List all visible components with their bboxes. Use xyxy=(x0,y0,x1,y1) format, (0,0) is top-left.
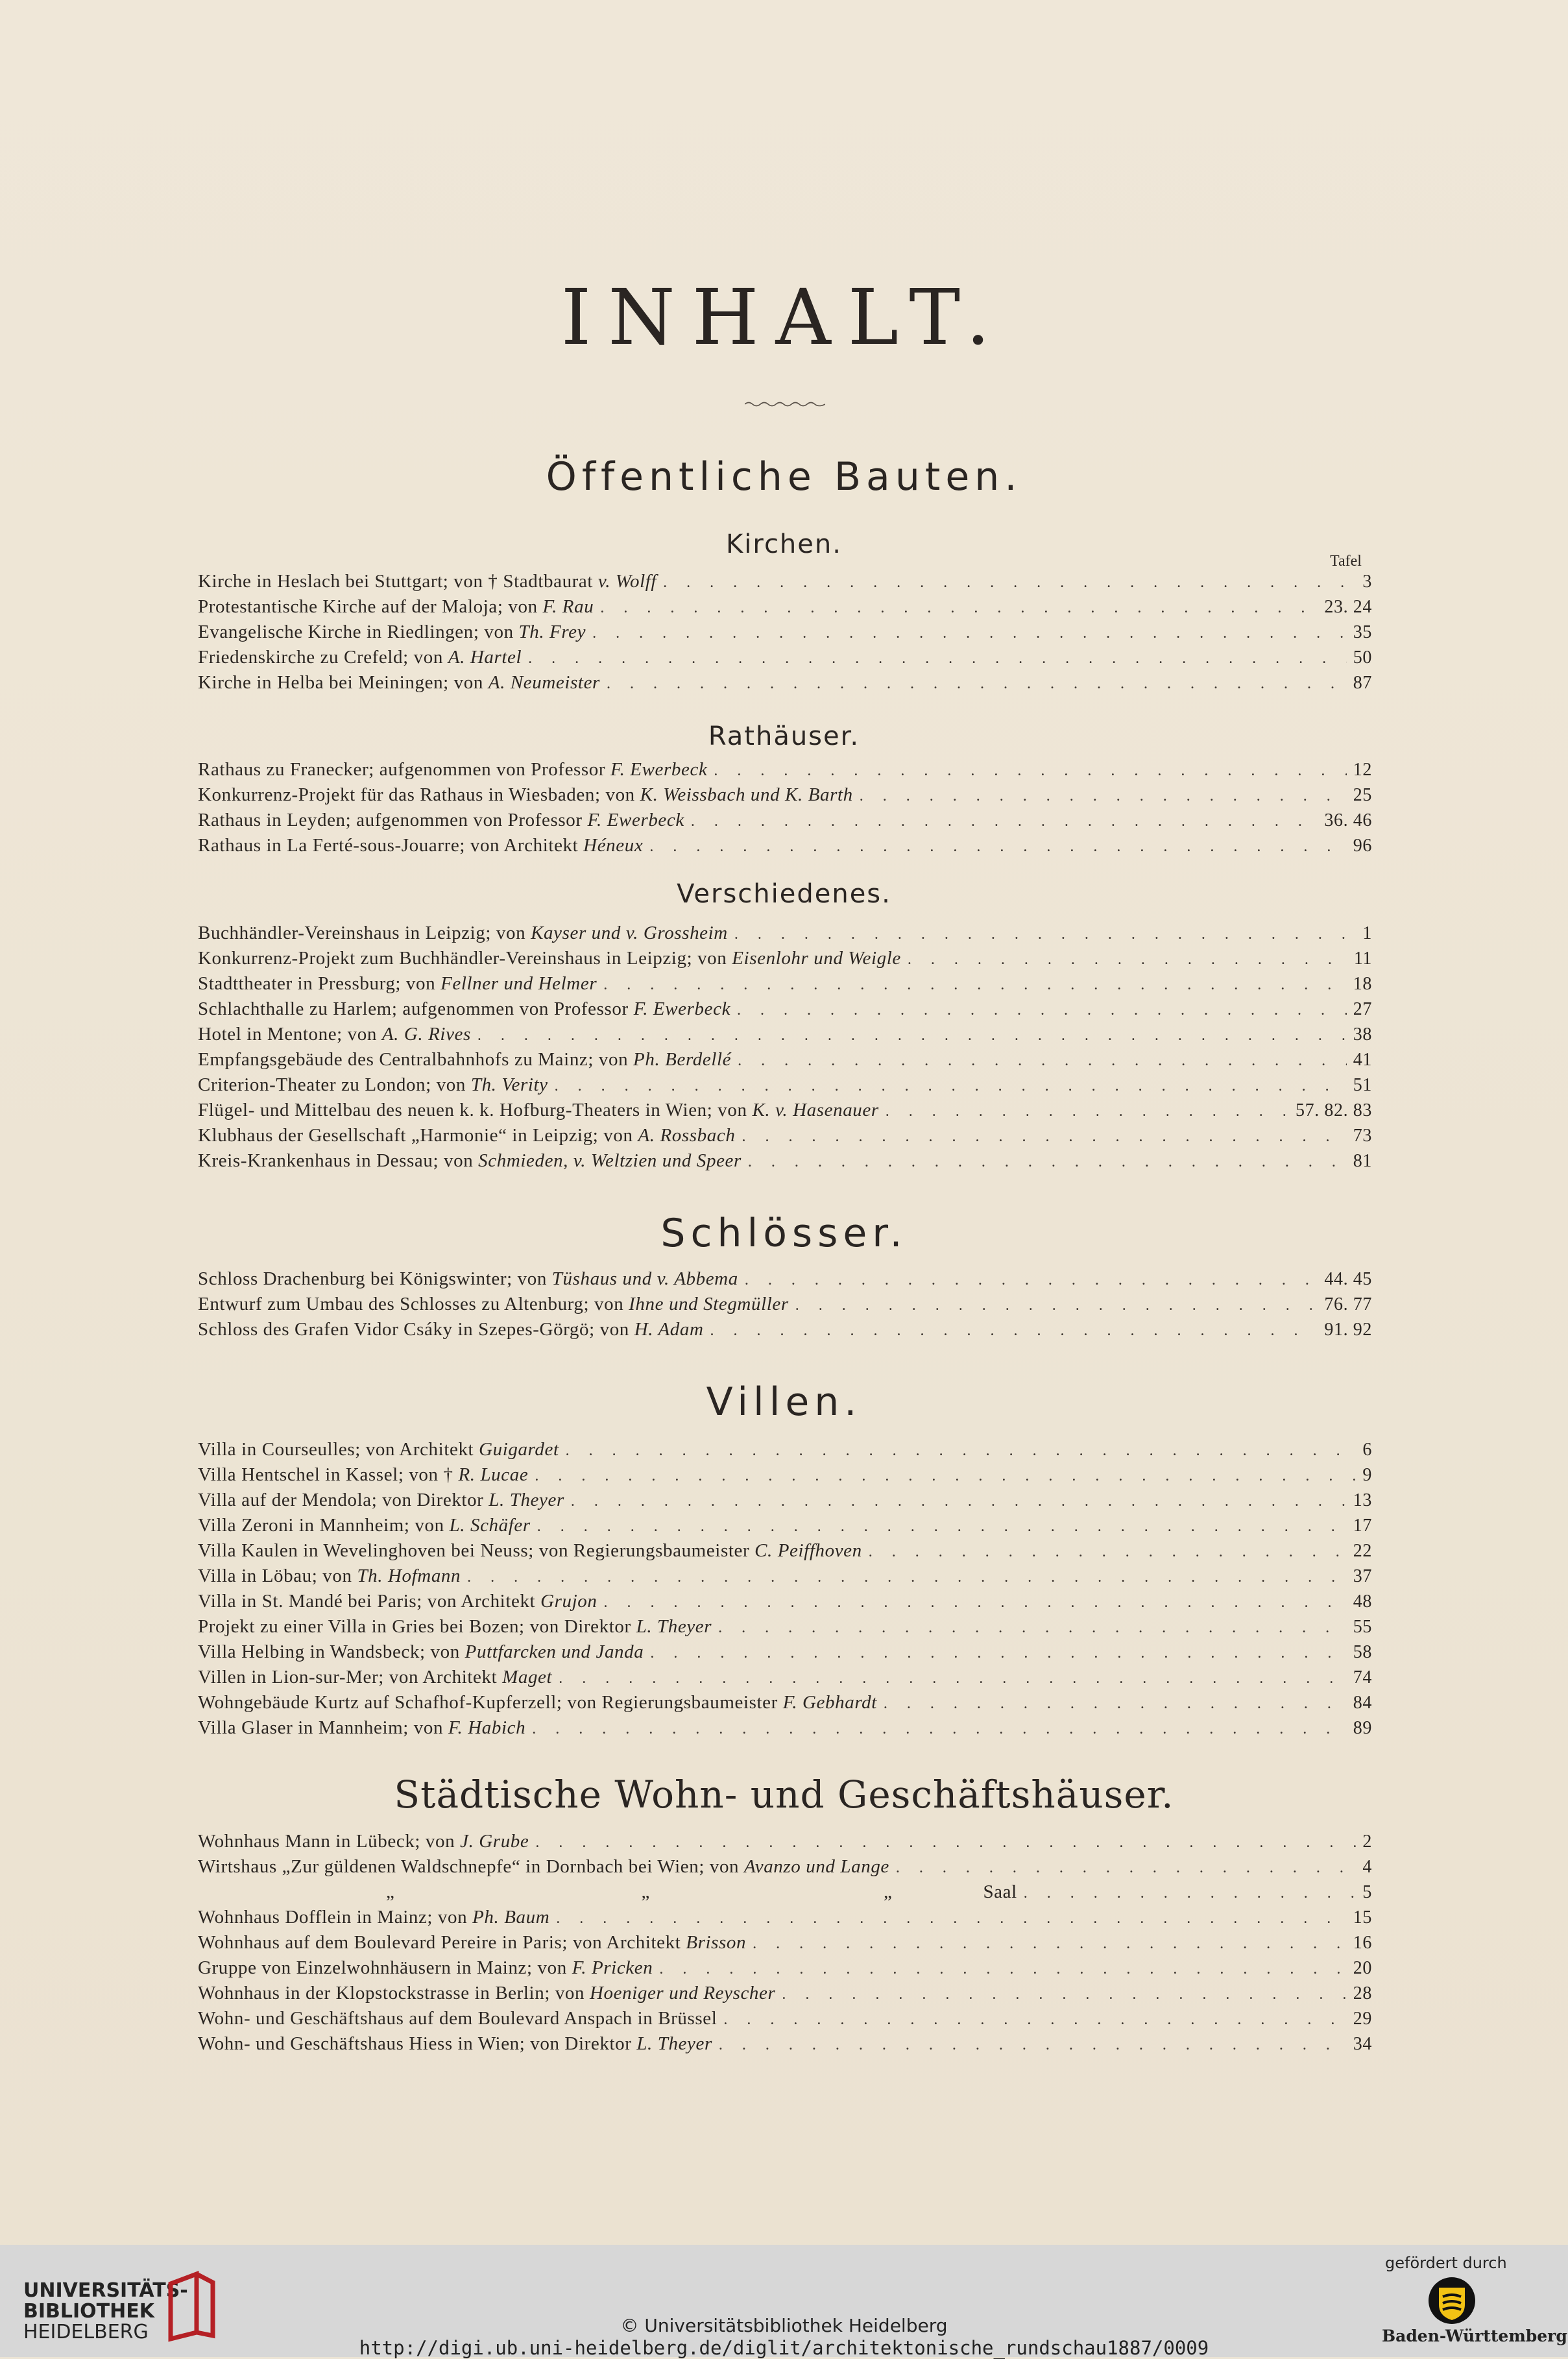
plate-number: 12 xyxy=(1353,760,1372,780)
entry-author: Th. Verity xyxy=(470,1074,548,1095)
tafel-column-header: Tafel xyxy=(1330,553,1362,570)
plate-number: 18 xyxy=(1353,974,1372,994)
leader-dots xyxy=(603,1594,1346,1612)
leader-dots xyxy=(603,976,1347,994)
entry-author: Avanzo und Lange xyxy=(744,1856,889,1877)
leader-dots xyxy=(714,762,1346,780)
toc-entry xyxy=(198,1881,1372,1907)
toc-entry xyxy=(198,1616,1372,1641)
entry-description: Wohn- und Geschäftshaus Hiess in Wien; von Direktor xyxy=(198,2033,637,2054)
plate-number: 73 xyxy=(1353,1126,1372,1146)
toc-entry xyxy=(198,1150,1372,1176)
section-heading-schloesser: Schlösser. xyxy=(660,1211,908,1256)
leader-dots xyxy=(753,1935,1347,1953)
toc-entry xyxy=(198,1268,1372,1294)
copyright-line: © Universitätsbibliothek Heidelberg xyxy=(620,2315,948,2336)
entry-description: Rathaus zu Franecker; aufgenommen von Professor xyxy=(198,759,611,780)
entry-description: Wohnhaus in der Klopstockstrasse in Berlin; von xyxy=(198,1983,590,2003)
leader-dots xyxy=(1024,1885,1357,1902)
plate-number: 5 xyxy=(1362,1882,1372,1902)
plate-number: 25 xyxy=(1353,785,1372,805)
list-staedtische xyxy=(198,1831,1372,2059)
entry-description: Klubhaus der Gesellschaft „Harmonie“ in Leipzig; von xyxy=(198,1125,638,1146)
plate-number: 91. 92 xyxy=(1324,1320,1372,1340)
source-url[interactable]: http://digi.ub.uni-heidelberg.de/diglit/architektonische_rundschau1887/0009 xyxy=(359,2337,1209,2359)
toc-entry xyxy=(198,1540,1372,1566)
toc-entry xyxy=(198,1515,1372,1540)
funded-by-label: gefördert durch xyxy=(1385,2254,1507,2272)
entry-description: Wohnhaus Dofflein in Mainz; von xyxy=(198,1907,473,1928)
entry-author: F. Habich xyxy=(448,1717,526,1738)
list-schloesser xyxy=(198,1268,1372,1344)
leader-dots xyxy=(532,1721,1347,1738)
leader-dots xyxy=(737,1002,1347,1019)
entry-title xyxy=(198,1907,549,1928)
library-name-line1: UNIVERSITÄTS- xyxy=(23,2279,188,2302)
entry-description: Projekt zu einer Villa in Gries bei Bozen; von Direktor xyxy=(198,1616,636,1637)
plate-number: 28 xyxy=(1353,1983,1372,2003)
leader-dots xyxy=(592,625,1347,642)
entry-description: Buchhändler-Vereinshaus in Leipzig; von xyxy=(198,923,531,943)
entry-description: Kirche in Heslach bei Stuttgart; von † Stadtbaurat xyxy=(198,571,598,592)
plate-number: 41 xyxy=(1353,1050,1372,1070)
entry-author: v. Wolff xyxy=(597,571,657,592)
toc-entry xyxy=(198,672,1372,697)
plate-number: 51 xyxy=(1353,1075,1372,1095)
leader-dots xyxy=(556,1910,1347,1928)
leader-dots xyxy=(710,1322,1318,1340)
leader-dots xyxy=(742,1128,1346,1146)
entry-author: F. Ewerbeck xyxy=(633,998,731,1019)
toc-entry xyxy=(198,1566,1372,1591)
entry-description: Gruppe von Einzelwohnhäusern in Mainz; von xyxy=(198,1957,572,1978)
plate-number: 55 xyxy=(1353,1617,1372,1637)
toc-entry xyxy=(198,1591,1372,1616)
ditto-mark: „ xyxy=(641,1881,650,1902)
leader-dots xyxy=(555,1078,1347,1095)
entry-title xyxy=(198,1540,862,1562)
toc-entry xyxy=(198,1831,1372,1856)
toc-entry xyxy=(198,810,1372,835)
toc-entry xyxy=(198,998,1372,1024)
entry-title xyxy=(198,923,728,944)
entry-title xyxy=(198,1591,597,1612)
leader-dots xyxy=(537,1518,1347,1536)
entry-description: Evangelische Kirche in Riedlingen; von xyxy=(198,622,519,642)
entry-title xyxy=(198,759,707,780)
leader-dots xyxy=(528,650,1347,668)
toc-entry xyxy=(198,784,1372,810)
list-verschiedenes xyxy=(198,923,1372,1176)
plate-number: 48 xyxy=(1353,1591,1372,1612)
entry-description: Stadttheater in Pressburg; von xyxy=(198,973,441,994)
leader-dots xyxy=(571,1493,1347,1510)
toc-entry xyxy=(198,622,1372,647)
leader-dots xyxy=(884,1695,1347,1713)
entry-title xyxy=(198,596,594,618)
leader-dots xyxy=(566,1442,1357,1460)
entry-description: Villa Kaulen in Wevelinghoven bei Neuss; von Regierungsbaumeister xyxy=(198,1540,755,1561)
entry-author: Kayser und v. Grossheim xyxy=(531,923,728,943)
toc-entry xyxy=(198,1641,1372,1667)
leader-dots xyxy=(559,1670,1347,1688)
toc-entry xyxy=(198,1856,1372,1881)
entry-author: Hoeniger und Reyscher xyxy=(589,1983,776,2003)
entry-title xyxy=(198,1150,742,1172)
plate-number: 74 xyxy=(1353,1667,1372,1688)
leader-dots xyxy=(600,599,1318,617)
entry-description: Villa Zeroni in Mannheim; von xyxy=(198,1515,450,1536)
toc-entry xyxy=(198,2033,1372,2059)
entry-author: L. Schäfer xyxy=(449,1515,531,1536)
entry-description: Rathaus in Leyden; aufgenommen von Professor xyxy=(198,810,588,830)
leader-dots xyxy=(659,1961,1346,1978)
leader-dots xyxy=(467,1569,1347,1586)
entry-title xyxy=(198,1983,775,2004)
entry-author: J. Grube xyxy=(460,1831,529,1852)
subsection-heading-verschiedenes: Verschiedenes. xyxy=(677,879,891,909)
entry-author: Grujon xyxy=(540,1591,597,1612)
toc-entry xyxy=(198,1932,1372,1957)
entry-title xyxy=(198,1641,644,1663)
entry-title xyxy=(198,1464,528,1486)
list-rathaeuser xyxy=(198,759,1372,860)
entry-title xyxy=(198,1932,746,1954)
entry-author: C. Peiffhoven xyxy=(754,1540,862,1561)
entry-description: Wohngebäude Kurtz auf Schafhof-Kupferzell; von Regierungsbaumeister xyxy=(198,1692,783,1713)
library-name-line2: BIBLIOTHEK xyxy=(23,2300,154,2323)
entry-author: H. Adam xyxy=(634,1319,704,1340)
subsection-heading-kirchen: Kirchen. xyxy=(726,529,842,559)
plate-number: 76. 77 xyxy=(1324,1294,1372,1314)
plate-number: 17 xyxy=(1353,1516,1372,1536)
toc-entry xyxy=(198,1490,1372,1515)
plate-number: 16 xyxy=(1353,1933,1372,1953)
plate-number: 89 xyxy=(1353,1718,1372,1738)
leader-dots xyxy=(908,951,1347,969)
leader-dots xyxy=(718,1619,1347,1637)
entry-title xyxy=(198,1717,525,1739)
baden-wuerttemberg-label: Baden-Württemberg xyxy=(1382,2327,1567,2345)
plate-number: 36. 46 xyxy=(1324,810,1372,830)
baden-wuerttemberg-crest-icon xyxy=(1427,2276,1477,2325)
entry-title xyxy=(198,622,586,643)
plate-number: 20 xyxy=(1353,1958,1372,1978)
plate-number: 2 xyxy=(1362,1832,1372,1852)
entry-description: Empfangsgebäude des Centralbahnhofs zu Mainz; von xyxy=(198,1049,634,1070)
entry-author: L. Theyer xyxy=(636,1616,712,1637)
entry-title xyxy=(198,1294,789,1315)
section-heading-staedtische: Städtische Wohn- und Geschäftshäuser. xyxy=(394,1772,1174,1817)
entry-title xyxy=(198,1049,731,1071)
plate-number: 1 xyxy=(1362,923,1372,943)
toc-entry xyxy=(198,759,1372,784)
entry-author: R. Lucae xyxy=(458,1464,529,1485)
entry-title xyxy=(198,1439,559,1460)
plate-number: 4 xyxy=(1362,1857,1372,1877)
plate-number: 58 xyxy=(1353,1642,1372,1662)
leader-dots xyxy=(719,2037,1347,2054)
leader-dots xyxy=(782,1986,1346,2003)
leader-dots xyxy=(691,813,1318,830)
entry-author: K. Weissbach und K. Barth xyxy=(640,784,853,805)
toc-entry xyxy=(198,1464,1372,1490)
entry-description: Schloss Drachenburg bei Königswinter; von xyxy=(198,1268,552,1289)
entry-description: Wohnhaus auf dem Boulevard Pereire in Paris; von Architekt xyxy=(198,1932,686,1953)
entry-author: A. Rossbach xyxy=(638,1125,736,1146)
leader-dots xyxy=(535,1834,1356,1852)
entry-description: Hotel in Mentone; von xyxy=(198,1024,382,1045)
entry-author: Ph. Berdellé xyxy=(633,1049,732,1070)
section-heading-villen: Villen. xyxy=(706,1379,862,1425)
leader-dots xyxy=(477,1027,1347,1045)
leader-dots xyxy=(650,1645,1346,1662)
plate-number: 11 xyxy=(1353,949,1372,969)
entry-title xyxy=(198,1667,552,1688)
toc-entry xyxy=(198,1125,1372,1150)
entry-description: Villa Glaser in Mannheim; von xyxy=(198,1717,448,1738)
entry-title xyxy=(198,1566,461,1587)
entry-description: Rathaus in La Ferté-sous-Jouarre; von Architekt xyxy=(198,835,584,856)
entry-author: F. Pricken xyxy=(572,1957,653,1978)
toc-entry xyxy=(198,1983,1372,2008)
entry-author: Guigardet xyxy=(479,1439,559,1460)
entry-title xyxy=(198,1100,879,1121)
entry-title xyxy=(198,1490,564,1511)
saal-label: Saal xyxy=(983,1881,1017,1902)
entry-author: Th. Hofmann xyxy=(357,1566,461,1586)
leader-dots xyxy=(860,788,1347,805)
plate-number: 50 xyxy=(1353,647,1372,668)
entry-author: F. Ewerbeck xyxy=(610,759,708,780)
entry-author: Ph. Baum xyxy=(472,1907,550,1928)
entry-description: Schloss des Grafen Vidor Csáky in Szepes-Görgö; von xyxy=(198,1319,634,1340)
leader-dots xyxy=(738,1052,1347,1070)
plate-number: 57. 82. 83 xyxy=(1296,1100,1372,1120)
toc-entry xyxy=(198,571,1372,596)
entry-title xyxy=(198,2008,717,2029)
toc-entry xyxy=(198,948,1372,973)
plate-number: 23. 24 xyxy=(1324,597,1372,617)
plate-number: 34 xyxy=(1353,2034,1372,2054)
leader-dots xyxy=(535,1468,1356,1485)
leader-dots xyxy=(748,1154,1347,1171)
toc-entry xyxy=(198,1074,1372,1100)
entry-description: Friedenskirche zu Crefeld; von xyxy=(198,647,448,668)
entry-author: F. Ewerbeck xyxy=(587,810,684,830)
plate-number: 15 xyxy=(1353,1907,1372,1928)
entry-description: Entwurf zum Umbau des Schlosses zu Altenburg; von xyxy=(198,1294,629,1314)
entry-author: A. G. Rives xyxy=(381,1024,471,1045)
entry-author: Maget xyxy=(502,1667,553,1688)
toc-entry xyxy=(198,1439,1372,1464)
entry-title xyxy=(198,1515,531,1536)
leader-dots xyxy=(745,1272,1318,1289)
entry-description: Criterion-Theater zu London; von xyxy=(198,1074,471,1095)
entry-author: A. Neumeister xyxy=(488,672,600,693)
list-kirchen xyxy=(198,571,1372,697)
plate-number: 13 xyxy=(1353,1490,1372,1510)
toc-entry xyxy=(198,2008,1372,2033)
toc-entry xyxy=(198,835,1372,860)
entry-author: Eisenlohr und Weigle xyxy=(732,948,901,969)
entry-author: F. Gebhardt xyxy=(782,1692,877,1713)
toc-entry xyxy=(198,1319,1372,1344)
section-heading-oeffentliche: Öffentliche Bauten. xyxy=(546,454,1022,500)
toc-entry xyxy=(198,1100,1372,1125)
entry-description: Villa Helbing in Wandsbeck; von xyxy=(198,1641,465,1662)
plate-number: 27 xyxy=(1353,999,1372,1019)
entry-title xyxy=(198,835,643,856)
toc-entry xyxy=(198,647,1372,672)
entry-author: Th. Frey xyxy=(518,622,586,642)
toc-entry xyxy=(198,1667,1372,1692)
entry-title xyxy=(198,1125,735,1146)
plate-number: 37 xyxy=(1353,1566,1372,1586)
toc-entry xyxy=(198,1294,1372,1319)
leader-dots xyxy=(795,1297,1318,1314)
library-footer xyxy=(0,2245,1568,2357)
entry-author: Fellner und Helmer xyxy=(440,973,597,994)
entry-description: Villa auf der Mendola; von Direktor xyxy=(198,1490,489,1510)
entry-description: Villa in Courseulles; von Architekt xyxy=(198,1439,479,1460)
entry-title xyxy=(198,672,600,694)
entry-title xyxy=(198,810,684,831)
entry-title xyxy=(198,2033,712,2055)
toc-entry xyxy=(198,596,1372,622)
plate-number: 6 xyxy=(1362,1440,1372,1460)
entry-title xyxy=(198,1856,889,1878)
page-title: INHALT. xyxy=(561,272,1007,362)
toc-entry xyxy=(198,973,1372,998)
entry-description: Flügel- und Mittelbau des neuen k. k. Hofburg-Theaters in Wien; von xyxy=(198,1100,753,1120)
leader-dots xyxy=(607,675,1347,693)
plate-number: 44. 45 xyxy=(1324,1269,1372,1289)
leader-dots xyxy=(869,1543,1347,1561)
ditto-mark: „ xyxy=(386,1881,395,1902)
entry-title xyxy=(198,1319,704,1340)
toc-entry xyxy=(198,1717,1372,1743)
entry-title xyxy=(198,948,901,969)
plate-number: 87 xyxy=(1353,673,1372,693)
entry-author: Brisson xyxy=(686,1932,747,1953)
entry-author: Héneux xyxy=(583,835,644,856)
entry-author: K. v. Hasenauer xyxy=(752,1100,879,1120)
entry-title xyxy=(198,784,853,806)
toc-entry xyxy=(198,1907,1372,1932)
plate-number: 84 xyxy=(1353,1693,1372,1713)
entry-description: Villa in St. Mandé bei Paris; von Architekt xyxy=(198,1591,541,1612)
entry-title xyxy=(198,1616,712,1638)
entry-author: L. Theyer xyxy=(636,2033,712,2054)
plate-number: 35 xyxy=(1353,622,1372,642)
entry-description: Wohnhaus Mann in Lübeck; von xyxy=(198,1831,461,1852)
title-ornament xyxy=(745,401,825,407)
entry-description: Villen in Lion-sur-Mer; von Architekt xyxy=(198,1667,503,1688)
list-villen xyxy=(198,1439,1372,1743)
entry-author: Tüshaus und v. Abbema xyxy=(551,1268,738,1289)
entry-author: Schmieden, v. Weltzien und Speer xyxy=(478,1150,742,1171)
leader-dots xyxy=(663,574,1356,592)
plate-number: 9 xyxy=(1362,1465,1372,1485)
ditto-mark: „ xyxy=(883,1881,893,1902)
toc-entry xyxy=(198,1957,1372,1983)
leader-dots xyxy=(734,926,1357,943)
plate-number: 96 xyxy=(1353,836,1372,856)
entry-description: Kreis-Krankenhaus in Dessau; von xyxy=(198,1150,479,1171)
entry-title xyxy=(198,1957,653,1979)
entry-title xyxy=(198,973,597,995)
plate-number: 81 xyxy=(1353,1151,1372,1171)
entry-description: Kirche in Helba bei Meiningen; von xyxy=(198,672,488,693)
entry-author: Ihne und Stegmüller xyxy=(629,1294,789,1314)
leader-dots xyxy=(896,1859,1357,1877)
entry-description: Villa Hentschel in Kassel; von † xyxy=(198,1464,459,1485)
entry-title xyxy=(198,1692,877,1713)
entry-description: Schlachthalle zu Harlem; aufgenommen von Professor xyxy=(198,998,634,1019)
toc-entry xyxy=(198,1024,1372,1049)
entry-author: F. Rau xyxy=(542,596,594,617)
plate-number: 22 xyxy=(1353,1541,1372,1561)
entry-description: Villa in Löbau; von xyxy=(198,1566,357,1586)
entry-description: Wirtshaus „Zur güldenen Waldschnepfe“ in Dornbach bei Wien; von xyxy=(198,1856,745,1877)
entry-author: A. Hartel xyxy=(448,647,522,668)
entry-title xyxy=(198,1831,529,1852)
toc-entry xyxy=(198,1692,1372,1717)
entry-author: L. Theyer xyxy=(488,1490,564,1510)
toc-entry xyxy=(198,923,1372,948)
entry-author: Puttfarcken und Janda xyxy=(464,1641,644,1662)
entry-title xyxy=(198,1268,738,1290)
plate-number: 29 xyxy=(1353,2009,1372,2029)
entry-description: Wohn- und Geschäftshaus auf dem Boulevard Anspach in Brüssel xyxy=(198,2008,718,2029)
plate-number: 38 xyxy=(1353,1024,1372,1045)
leader-dots xyxy=(649,838,1346,856)
library-name-line3: HEIDELBERG xyxy=(23,2321,149,2343)
entry-title xyxy=(198,1024,471,1045)
toc-entry xyxy=(198,1049,1372,1074)
entry-title xyxy=(198,571,657,592)
leader-dots xyxy=(723,2011,1346,2029)
entry-description: Konkurrenz-Projekt für das Rathaus in Wiesbaden; von xyxy=(198,784,640,805)
entry-description: Konkurrenz-Projekt zum Buchhändler-Vereinshaus in Leipzig; von xyxy=(198,948,732,969)
entry-title xyxy=(198,1074,548,1096)
entry-description: Protestantische Kirche auf der Maloja; von xyxy=(198,596,543,617)
entry-title xyxy=(198,998,730,1020)
entry-title xyxy=(198,647,522,668)
plate-number: 3 xyxy=(1362,572,1372,592)
subsection-heading-rathaeuser: Rathäuser. xyxy=(708,721,860,751)
leader-dots xyxy=(886,1103,1289,1120)
